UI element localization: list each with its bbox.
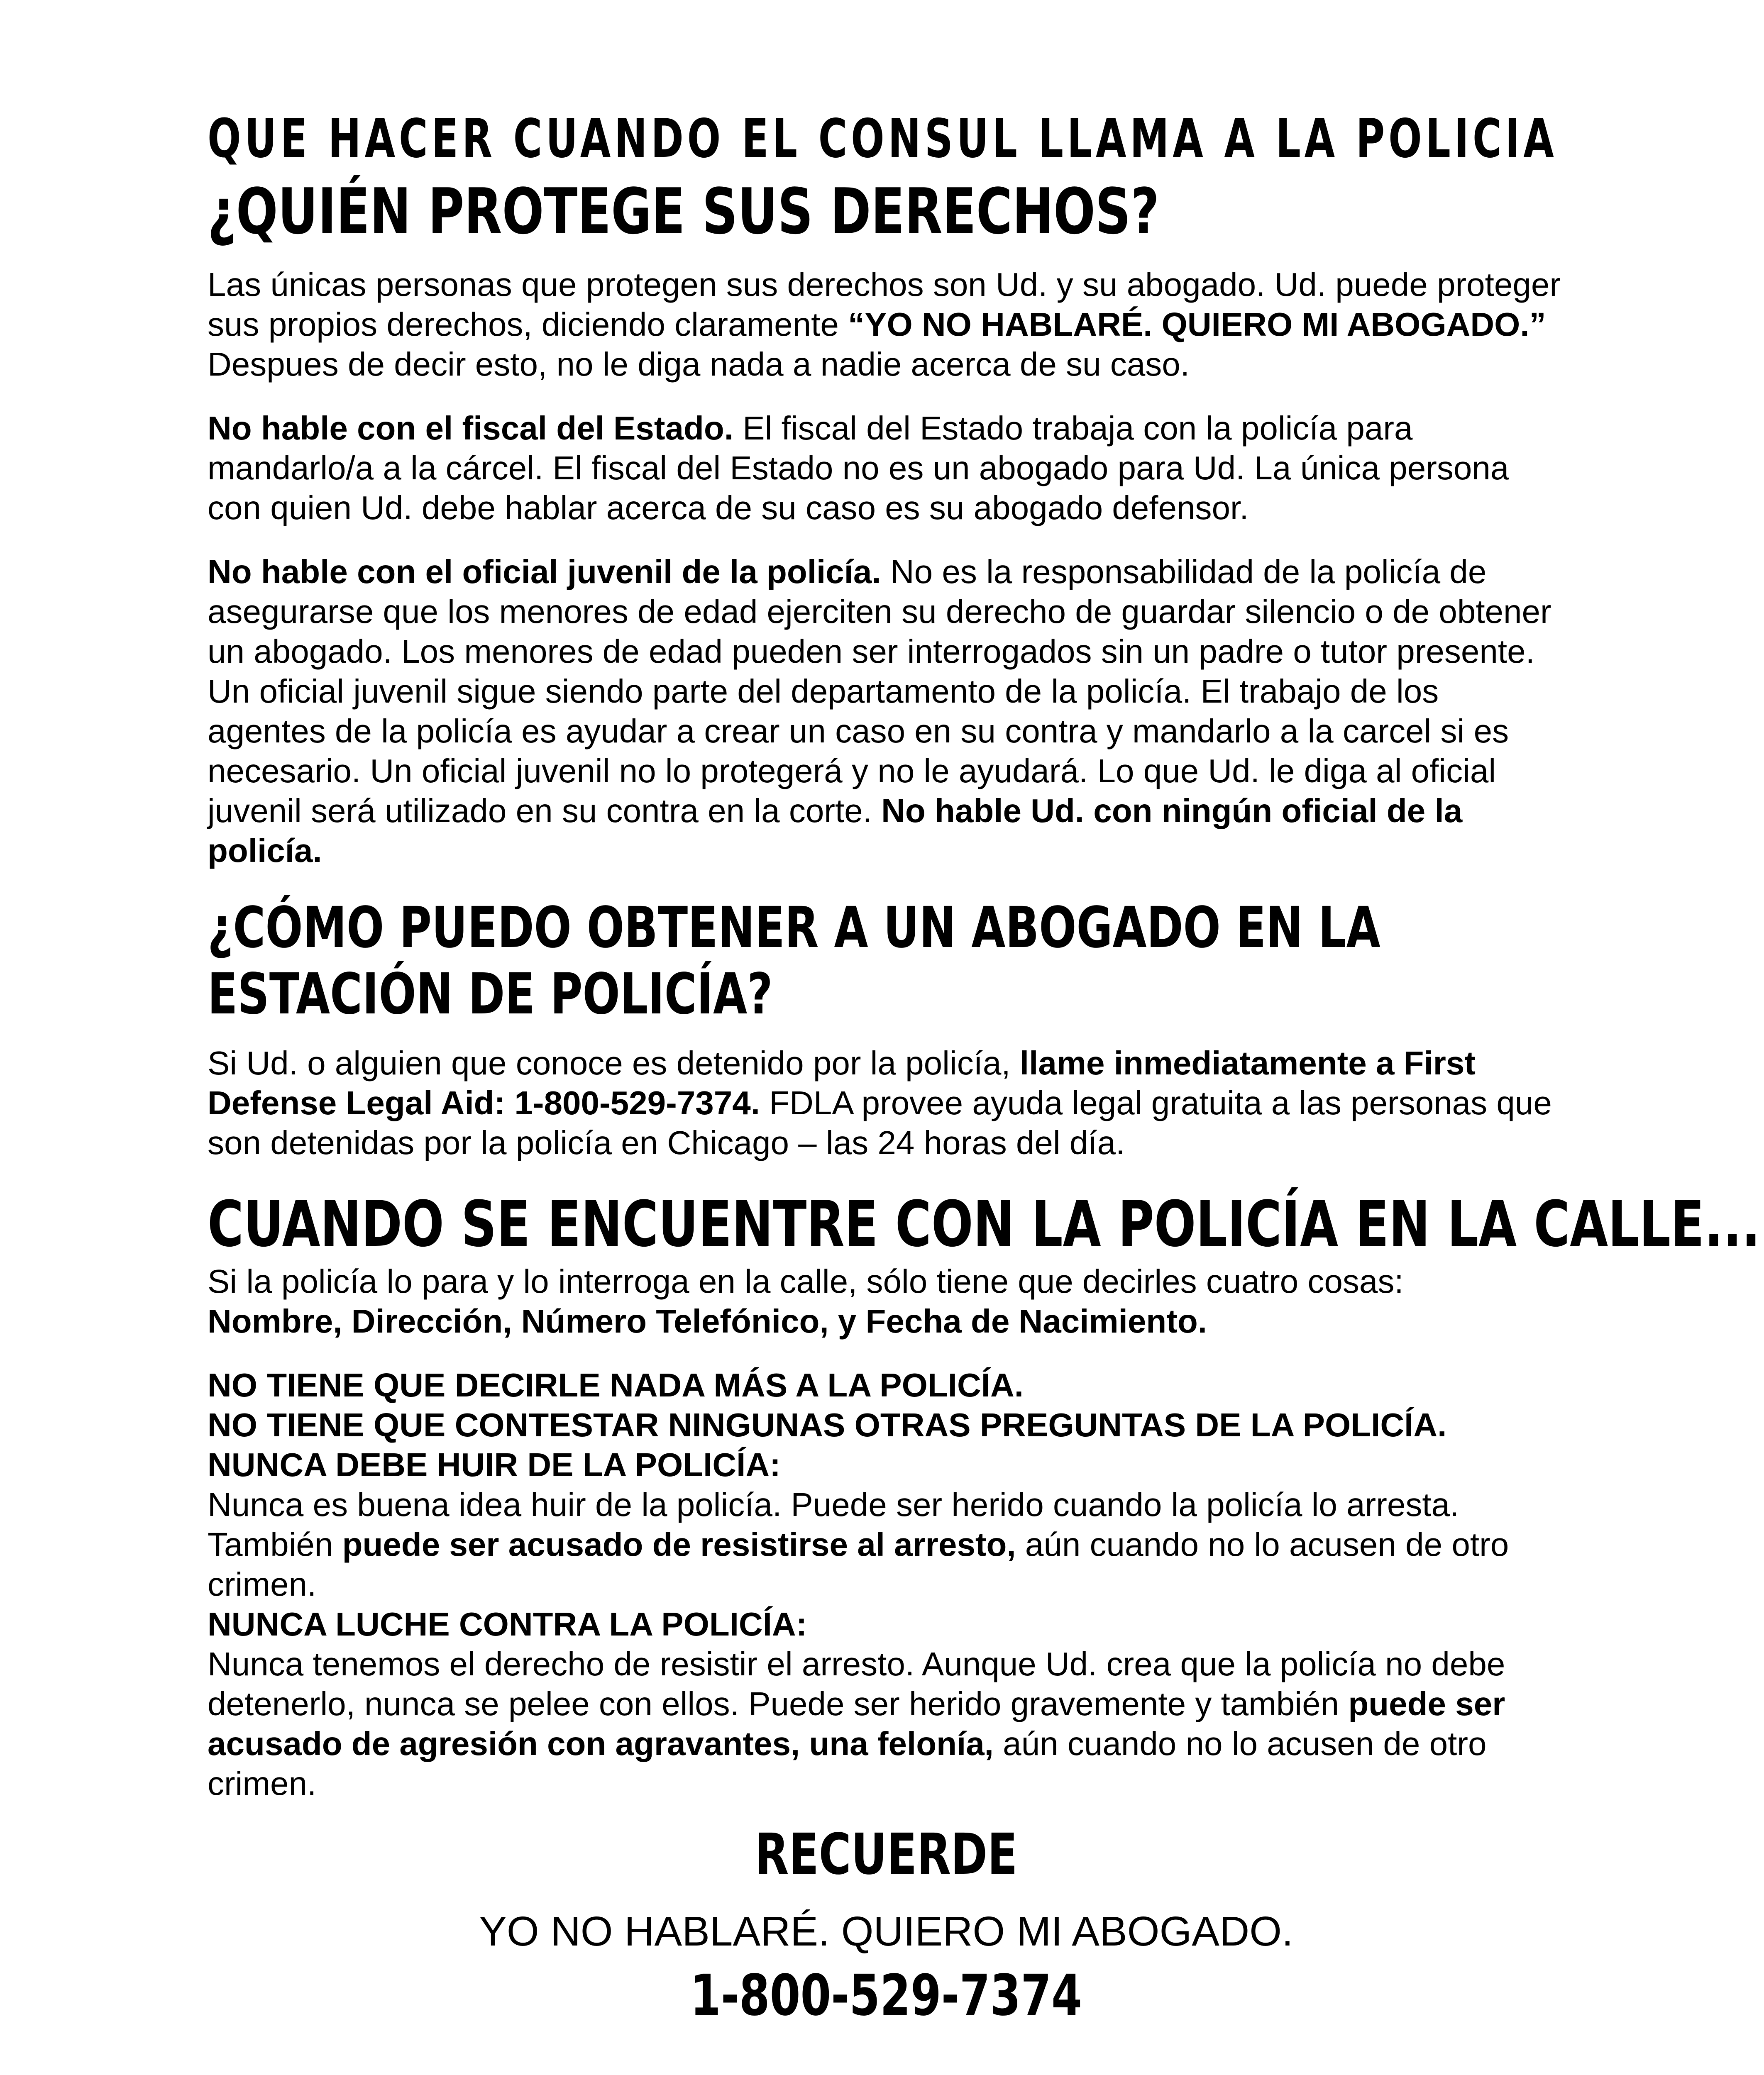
- paragraph-get-lawyer-text: Si Ud. o alguien que conoce es detenido por la policía,: [208, 1045, 1020, 1081]
- recuerde-heading: RECUERDE: [755, 1822, 1018, 1887]
- rule-never-flee: NUNCA DEBE HUIR DE LA POLICÍA:: [208, 1446, 781, 1483]
- section-heading-street: CUANDO SE ENCUENTRE CON LA POLICÍA EN LA CALLE...: [208, 1187, 1761, 1261]
- rule-nothing-more: NO TIENE QUE DECIRLE NADA MÁS A LA POLICÍA.: [208, 1367, 1024, 1404]
- paragraph-get-lawyer: [208, 1043, 1565, 1163]
- rule-no-questions: NO TIENE QUE CONTESTAR NINGUNAS OTRAS PREGUNTAS DE LA POLICÍA.: [208, 1406, 1447, 1443]
- flyer-page: [208, 104, 1761, 2031]
- paragraph-rights: [208, 265, 1565, 384]
- paragraph-get-lawyer-call: llame inmediatamente a First Defense Legal Aid: 1-800-529-7374.: [208, 1045, 1476, 1121]
- recuerde-line: YO NO HABLARÉ. QUIERO MI ABOGADO.: [479, 1908, 1293, 1955]
- paragraph-never-fight-text: Nunca tenemos el derecho de resistir el arresto. Aunque Ud. crea que la policía no debe detenerlo, nunca se pelee con ellos. Puede ser herido gravemente y también: [208, 1645, 1505, 1722]
- paragraph-never-flee-bold: puede ser acusado de resistirse al arresto,: [342, 1526, 1016, 1563]
- paragraph-never-fight-end: aún cuando no lo acusen de otro crimen.: [208, 1725, 1487, 1802]
- paragraph-juvenile-officer-end: No hable Ud. con ningún oficial de la policía.: [208, 792, 1463, 869]
- paragraph-never-flee-end: aún cuando no lo acusen de otro crimen.: [208, 1526, 1509, 1603]
- paragraph-juvenile-officer-text: No es la responsabilidad de la policía de asegurarse que los menores de edad ejerciten su derecho de guardar silencio o de obtener un abogado. Los menores de edad pueden ser interrogados sin un padre o tutor presente. Un oficial juvenil sigue siendo parte del departamento de la policía. El trabajo de los agentes de la policía es ayudar a crear un caso en su contra y mandarlo a la carcel si es necesario. Un oficial juvenil no lo protegerá y no le ayudará. Lo que Ud. le diga al oficial juvenil será utilizado en su contra en la corte.: [208, 553, 1551, 829]
- recuerde-phone: 1-800-529-7374: [690, 1963, 1082, 2029]
- paragraph-juvenile-officer: [208, 552, 1565, 871]
- paragraph-never-flee: [208, 1485, 1565, 1604]
- paragraph-street-stop: [208, 1262, 1565, 1341]
- section-heading-get-lawyer: ¿CÓMO PUEDO OBTENER A UN ABOGADO EN LA ESTACIÓN DE POLICÍA?: [208, 895, 1380, 1027]
- paragraph-never-fight: [208, 1644, 1565, 1804]
- paragraph-rights-quote: “YO NO HABLARÉ. QUIERO MI ABOGADO.”: [848, 306, 1546, 343]
- flyer-title: QUE HACER CUANDO EL CONSUL LLAMA A LA POLICIA: [208, 108, 1558, 170]
- paragraph-state-attorney-lead: No hable con el fiscal del Estado.: [208, 410, 733, 447]
- paragraph-street-stop-four-things: Nombre, Dirección, Número Telefónico, y Fecha de Nacimiento.: [208, 1303, 1207, 1340]
- paragraph-street-stop-text: Si la policía lo para y lo interroga en la calle, sólo tiene que decirles cuatro cosas:: [208, 1263, 1404, 1300]
- section-heading-who-protects: ¿QUIÉN PROTEGE SUS DERECHOS?: [208, 175, 1160, 248]
- paragraph-never-fight-bold: puede ser acusado de agresión con agravantes, una felonía,: [208, 1685, 1505, 1762]
- paragraph-state-attorney: [208, 408, 1565, 528]
- rule-never-fight: NUNCA LUCHE CONTRA LA POLICÍA:: [208, 1606, 807, 1643]
- paragraph-rights-text: Las únicas personas que protegen sus derechos son Ud. y su abogado. Ud. puede proteger sus propios derechos, diciendo claramente: [208, 266, 1561, 343]
- paragraph-never-flee-text: Nunca es buena idea huir de la policía. Puede ser herido cuando la policía lo arresta. También: [208, 1486, 1459, 1563]
- paragraph-state-attorney-text: El fiscal del Estado trabaja con la policía para mandarlo/a a la cárcel. El fiscal del Estado no es un abogado para Ud. La única persona con quien Ud. debe hablar acerca de su caso es su abogado defensor.: [208, 410, 1509, 526]
- paragraph-get-lawyer-text-end: FDLA provee ayuda legal gratuita a las personas que son detenidas por la policía en Chicago – las 24 horas del día.: [208, 1084, 1552, 1161]
- paragraph-juvenile-officer-lead: No hable con el oficial juvenil de la policía.: [208, 553, 881, 590]
- paragraph-rights-text-end: Despues de decir esto, no le diga nada a nadie acerca de su caso.: [208, 346, 1190, 383]
